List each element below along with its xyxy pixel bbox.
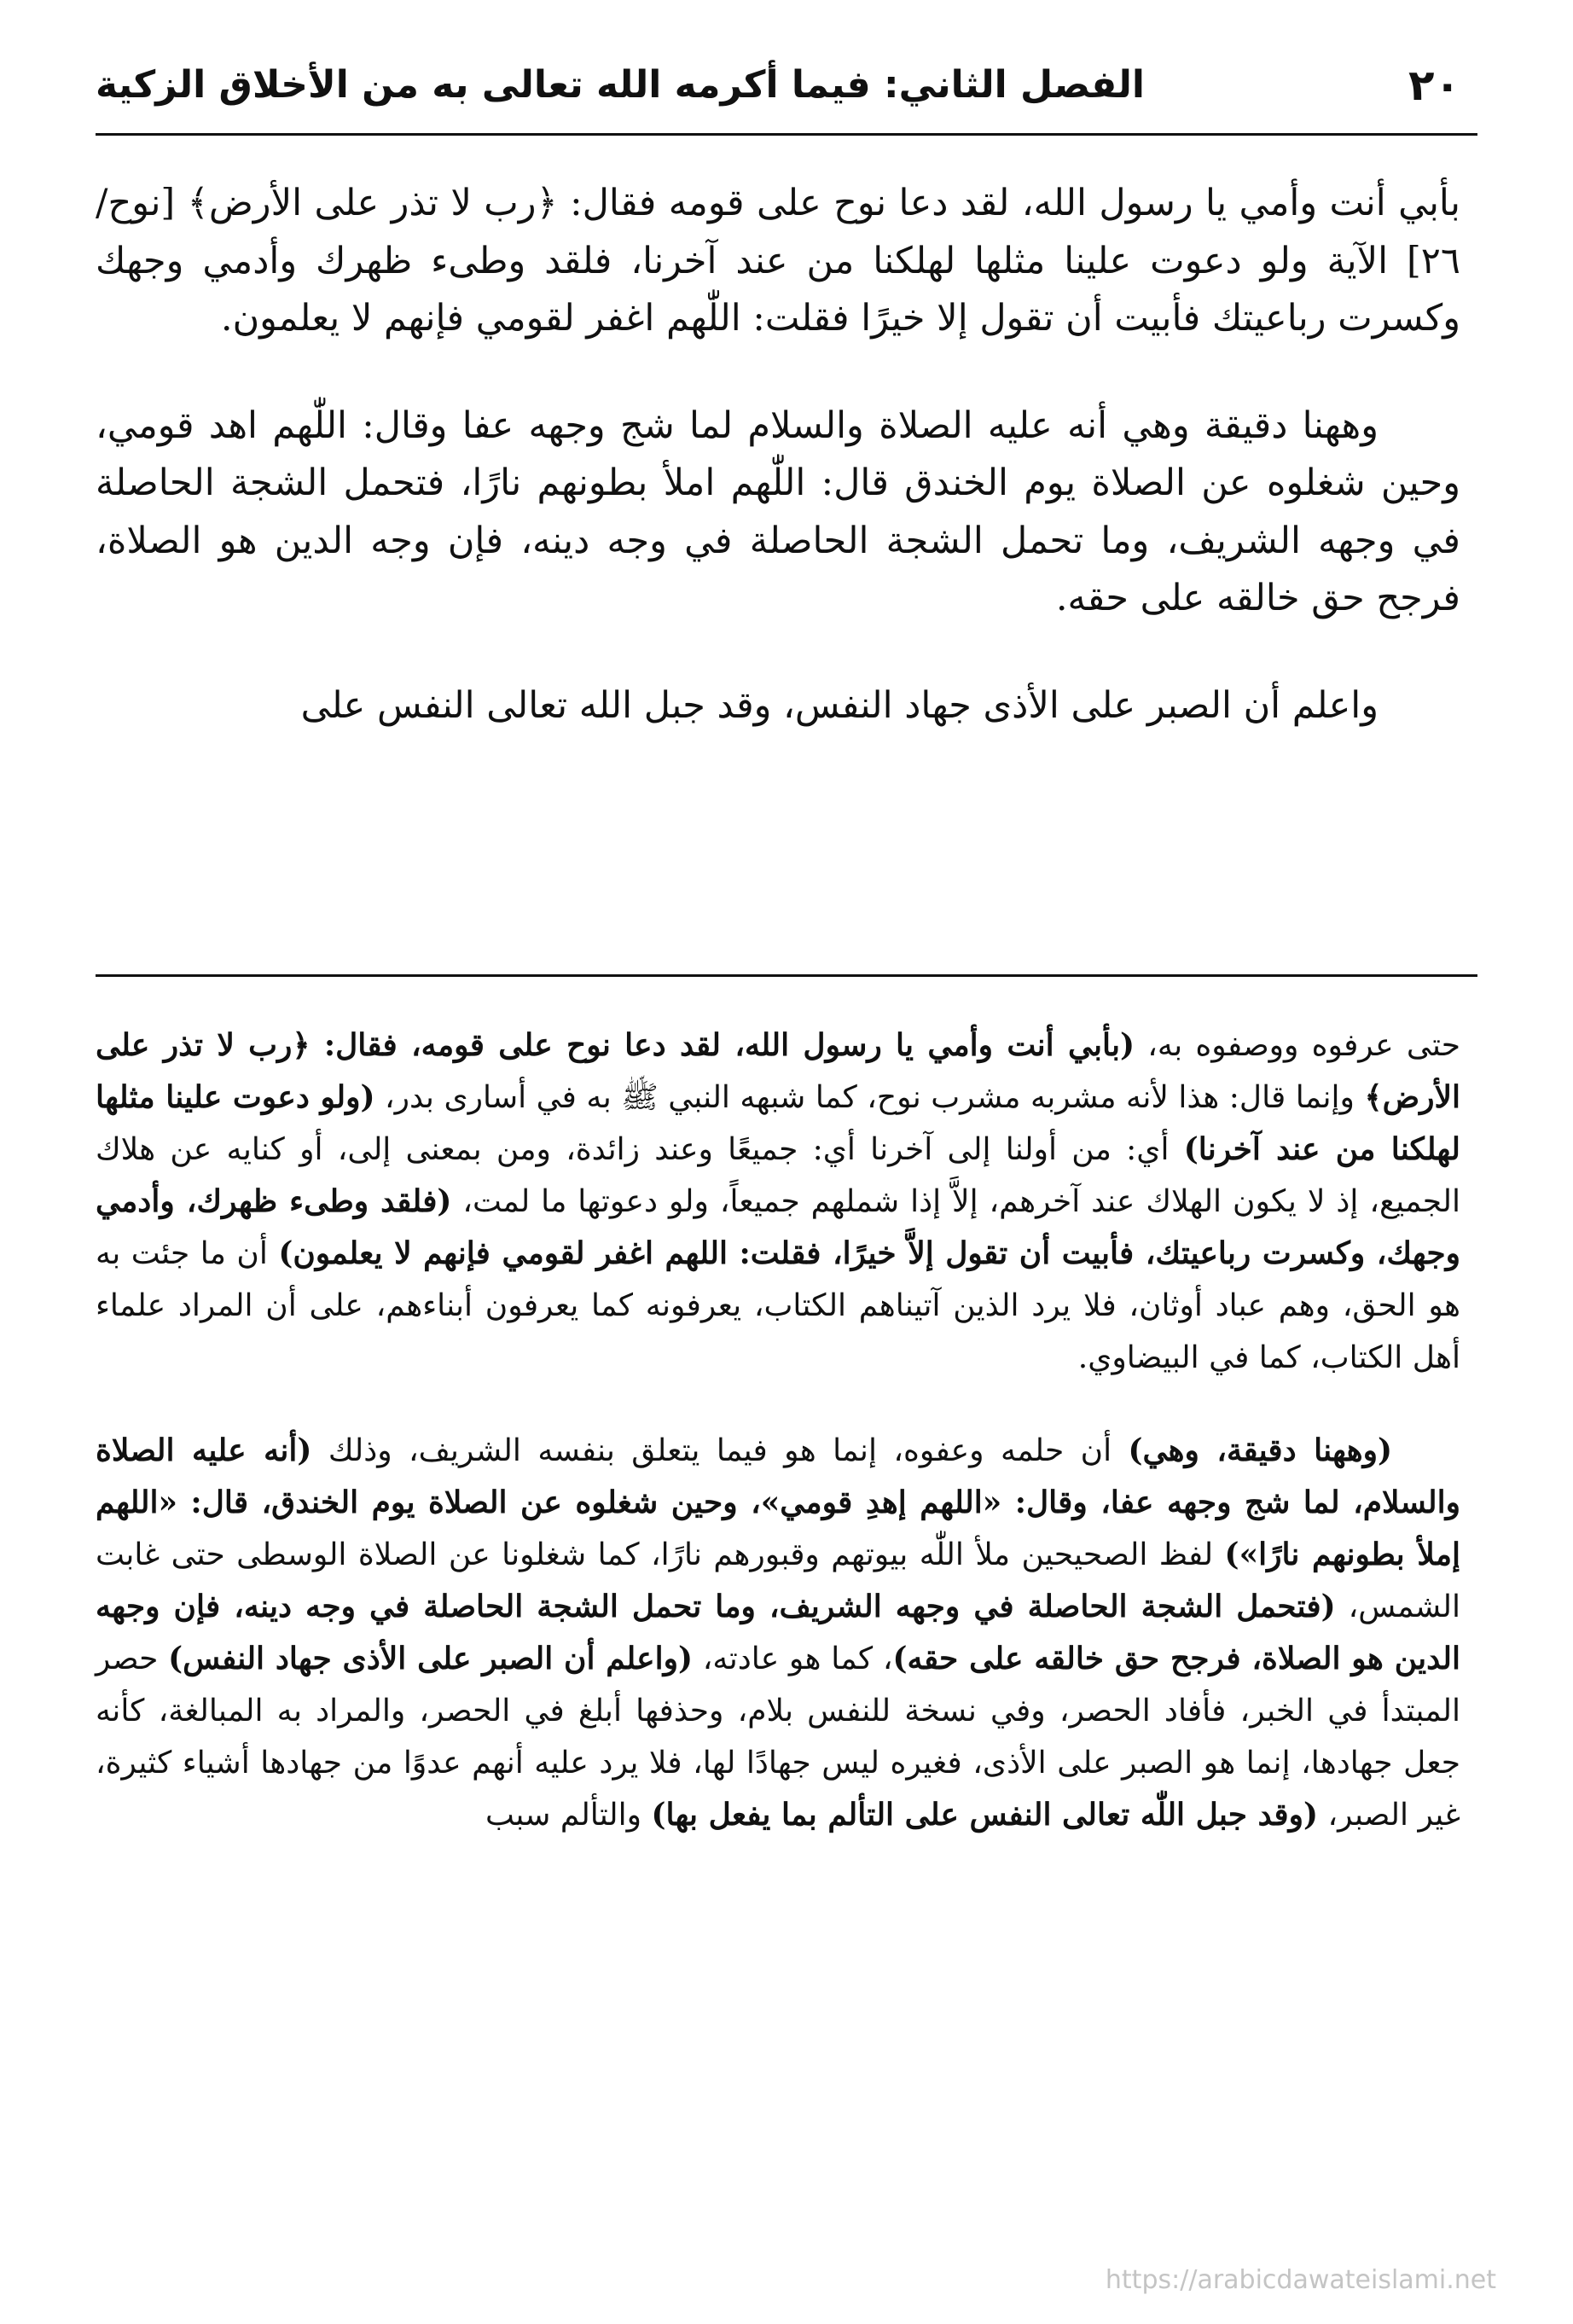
commentary-text: لفظ الصحيحين ملأ اللّٰه بيوتهم وقبورهم نارًا، كما شغلونا عن الصلاة الوسطى حتى غابت الشمس، — [96, 1537, 1461, 1624]
main-text — [96, 175, 1460, 735]
commentary-text: حتى عرفوه ووصفوه به، — [1135, 1028, 1460, 1063]
commentary — [96, 1020, 1460, 1841]
commentary-text: حصر المبتدأ في الخبر، فأفاد الحصر، وفي نسخة للنفس بلام، وحذفها أبلغ في الحصر، والمراد به المبالغة، كأنه جعل جهادها، إنما هو الصبر على الأذى، فغيره ليس جهادًا لها، فلا يرد عليه أنهم عدوًا من جهادها أشياء كثيرة، غير الصبر، — [96, 1641, 1460, 1833]
commentary-text: أي: من أولنا إلى آخرنا أي: جميعًا وعند زائدة، ومن بمعنى إلى، أو كنايه عن هلاك الجميع، إذ لا يكون الهلاك عند آخرهم، إلاَّ إذا شملهم جميعاً، ولو دعوتها ما لمت، — [96, 1132, 1461, 1219]
commentary-text: والتألم سبب — [485, 1798, 652, 1833]
quoted-matn: (فتحمل الشجة الحاصلة في وجهه الشريف، وما تحمل الشجة الحاصلة في وجه دينه، فإن وجهه الدين هو الصلاة، فرجح حق خالقه على حقه) — [96, 1589, 1460, 1676]
quoted-matn: (بأبي أنت وأمي يا رسول الله، لقد دعا نوح على قومه، فقال: ﴿رب لا تذر على الأرض﴾ — [96, 1027, 1461, 1115]
commentary-text: ، كما هو عادته، — [693, 1641, 893, 1676]
page-number: ٢٠ — [1408, 61, 1460, 110]
quoted-matn: (ولو دعوت علينا مثلها لهلكنا من عند آخرنا) — [96, 1079, 1460, 1167]
quoted-matn: (فلقد وطىء ظهرك، وأدمي وجهك، وكسرت رباعيتك، فأبيت أن تقول إلاَّ خيرًا، فقلت: اللهم اغفر لقومي فإنهم لا يعلمون) — [96, 1183, 1460, 1271]
commentary-text: وإنما قال: هذا لأنه مشربه مشرب نوح، كما شبهه النبي ﷺ به في أسارى بدر، — [374, 1080, 1365, 1115]
quoted-matn: (واعلم أن الصبر على الأذى جهاد النفس) — [168, 1641, 694, 1676]
quoted-matn: (وقد جبل اللّٰه تعالى النفس على التألم بما يفعل بها) — [651, 1797, 1319, 1833]
commentary-paragraph-2 — [96, 1425, 1460, 1841]
page-header — [96, 51, 1460, 119]
quoted-matn: (وههنا دقيقة، وهي) — [1128, 1432, 1393, 1468]
main-paragraph-1: بأبي أنت وأمي يا رسول الله، لقد دعا نوح على قومه فقال: ﴿رب لا تذر على الأرض﴾ [نوح/ ٢٦] الآية ولو دعوت علينا مثلها لهلكنا من عند آخرنا، فلقد وطىء ظهرك وأدمي وجهك وكسرت رباعيتك فأبيت أن تقول إلا خيرًا فقلت: اللّٰهم اغفر لقومي فإنهم لا يعلمون. — [96, 182, 1460, 340]
commentary-paragraph-1 — [96, 1020, 1460, 1384]
header-rule — [96, 133, 1477, 136]
source-watermark: https://arabicdawateislami.net — [1105, 2265, 1496, 2295]
footnote-rule — [96, 974, 1477, 977]
main-paragraph-3: واعلم أن الصبر على الأذى جهاد النفس، وقد جبل الله تعالى النفس على — [300, 683, 1379, 727]
commentary-text: أن ما جئت به هو الحق، وهم عباد أوثان، فلا يرد الذين آتيناهم الكتاب، يعرفونه كما يعرفون أبناءهم، على أن المراد علماء أهل الكتاب، كما في البيضاوي. — [96, 1236, 1460, 1375]
main-paragraph-2: وههنا دقيقة وهي أنه عليه الصلاة والسلام لما شج وجهه عفا وقال: اللّٰهم اهد قومي، وحين شغلوه عن الصلاة يوم الخندق قال: اللّٰهم املأ بطونهم نارًا، فتحمل الشجة الحاصلة في وجهه الشريف، وما تحمل الشجة الحاصلة في وجه دينه، فإن وجه الدين هو الصلاة، فرجح حق خالقه على حقه. — [96, 404, 1460, 619]
quoted-matn: (أنه عليه الصلاة والسلام، لما شج وجهه عفا، وقال: «اللهم إهدِ قومي»، وحين شغلوه عن الصلاة يوم الخندق، قال: «اللهم إملأ بطونهم نارًا») — [96, 1432, 1460, 1572]
chapter-title: الفصل الثاني: فيما أكرمه الله تعالى به من الأخلاق الزكية — [96, 63, 1145, 107]
commentary-text: أن حلمه وعفوه، إنما هو فيما يتعلق بنفسه الشريف، وذلك — [311, 1433, 1129, 1468]
